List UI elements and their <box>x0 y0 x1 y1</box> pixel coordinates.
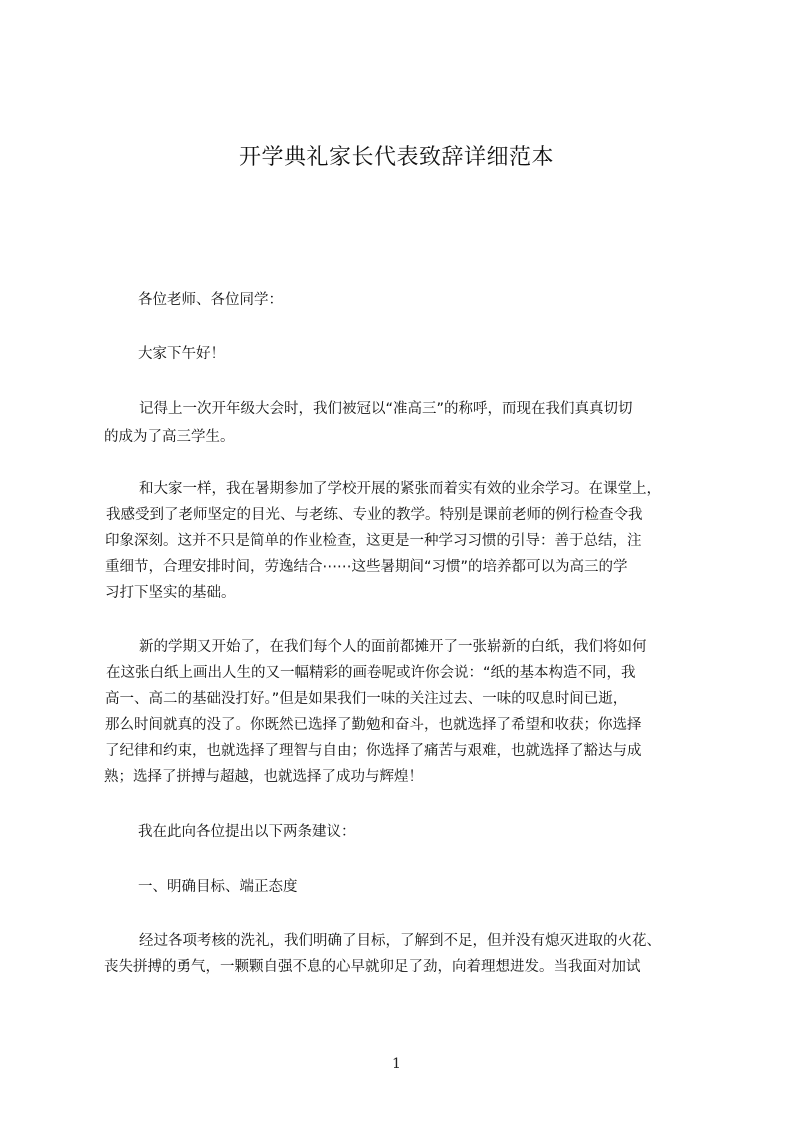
paragraph-4-line-1: 经过各项考核的洗礼，我们明确了目标，了解到不足，但并没有熄灭进取的火花、 <box>139 933 661 949</box>
paragraph-3-line-2: 在这张白纸上画出人生的又一幅精彩的画卷呢或许你会说：“纸的基本构造不同，我 <box>106 665 636 681</box>
paragraph-3-line-3: 高一、高二的基础没打好。”但是如果我们一味的关注过去、一味的叹息时间已逝， <box>105 691 628 707</box>
paragraph-2-line-4: 重细节，合理安排时间，劳逸结合⋯⋯这些暑期间“习惯”的培养都可以为高三的学 <box>105 559 628 575</box>
proposal-intro: 我在此向各位提出以下两条建议： <box>138 824 356 840</box>
paragraph-1-line-1: 记得上一次开年级大会时，我们被冠以“准高三”的称呼，而现在我们真真切切 <box>139 401 633 417</box>
paragraph-1-line-2: 的成为了高三学生。 <box>104 429 235 445</box>
paragraph-3-line-1: 新的学期又开始了，在我们每个人的面前都摊开了一张崭新的白纸，我们将如何 <box>139 639 647 655</box>
greeting: 大家下午好！ <box>138 346 225 362</box>
paragraph-2-line-5: 习打下坚实的基础。 <box>105 585 236 601</box>
paragraph-2-line-3: 印象深刻。这并不只是简单的作业检查，这更是一种学习习惯的引导：善于总结，注 <box>105 533 642 549</box>
paragraph-2-line-1: 和大家一样，我在暑期参加了学校开展的紧张而着实有效的业余学习。在课堂上， <box>139 481 661 497</box>
paragraph-2-line-2: 我感受到了老师坚定的目光、与老练、专业的教学。特别是课前老师的例行检查令我 <box>106 507 643 523</box>
paragraph-3-line-5: 了纪律和约束，也就选择了理智与自由；你选择了痛苦与艰难，也就选择了豁达与成 <box>105 743 642 759</box>
paragraph-4-line-2: 丧失拼搏的勇气，一颗颗自强不息的心早就卯足了劲，向着理想进发。当我面对加试 <box>104 959 641 975</box>
section-heading: 一、明确目标、端正态度 <box>138 879 298 895</box>
document-title: 开学典礼家长代表致辞详细范本 <box>238 145 554 170</box>
page-number: 1 <box>392 1056 401 1072</box>
paragraph-3-line-6: 熟；选择了拼搏与超越，也就选择了成功与辉煌！ <box>104 769 423 785</box>
salutation: 各位老师、各位同学： <box>138 292 283 308</box>
paragraph-3-line-4: 那么时间就真的没了。你既然已选择了勤勉和奋斗，也就选择了希望和收获；你选择 <box>105 717 642 733</box>
